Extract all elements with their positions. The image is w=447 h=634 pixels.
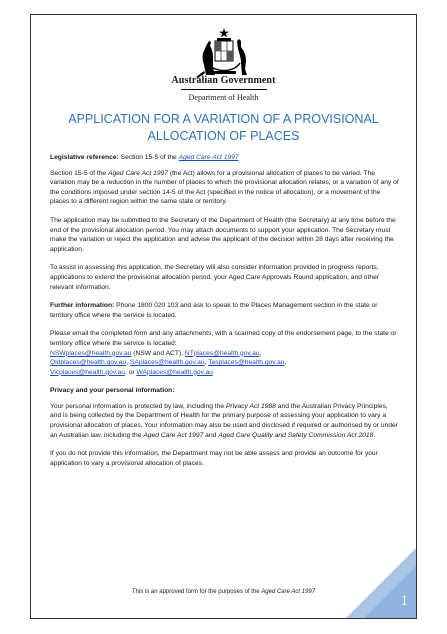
- title-line-2: ALLOCATION OF PLACES: [147, 129, 300, 143]
- para1-rest: (the Act) allows for a provisional allocation of places to be varied. The variation may be a reduction in the number of places to which the provisional allocation relates, or a variation of any of the conditions imposed under section 14-5 of the Act (specified in the notice of allocation), or a movement of the places to a different region within the same state or territory.: [50, 169, 399, 206]
- department-name: Department of Health: [188, 93, 259, 102]
- nsw-email-link[interactable]: NSWplaces@health.gov.au: [50, 349, 132, 357]
- further-label: Further information:: [50, 302, 115, 310]
- privacy-and: and: [205, 431, 217, 439]
- coat-of-arms-logo: [186, 27, 262, 81]
- page-number: 1: [400, 593, 408, 609]
- document-title: [51, 111, 396, 145]
- qld-email-link[interactable]: Qldplaces@health.gov.au: [50, 359, 127, 367]
- email-instructions: Please email the completed form and any attachments, with a scanned copy of the endorsement page, to the state or territory office where the service is located: NSWplaces@health.gov.au (NSW and ACT), NTplaces@health.gov.au, Qldplaces@health.gov.au, SAplaces@health.gov.au, Tasplaces@health.gov.au, Vicplaces@health.gov.au, or WAplaces@health.gov.au: [50, 330, 397, 376]
- para1-start: Section 15-5 of the: [50, 169, 107, 177]
- header-divider: [181, 89, 267, 90]
- privacy-consequence: If you do not provide this information, the Department may not be able assess and provide an outcome for your application to vary a provisional allocation of places.: [50, 450, 378, 467]
- privacy-act1-name: Aged Care Act 1997: [143, 431, 204, 439]
- sa-email-link[interactable]: SAplaces@health.gov.au: [129, 359, 205, 367]
- legislative-text: Section 15-5 of the: [120, 154, 177, 161]
- para1-act: Aged Care Act 1997: [108, 169, 168, 177]
- paragraph-act: [50, 169, 400, 207]
- privacy-act2-name: Aged Care Quality and Safety Commission Act 2018: [218, 431, 374, 439]
- legislative-reference: [50, 153, 400, 163]
- document-body: [50, 153, 400, 477]
- privacy-heading: Privacy and your personal information:: [50, 387, 175, 395]
- further-information: [50, 301, 400, 320]
- footer-act: Aged Care Act 1997: [261, 589, 316, 595]
- further-text: Phone 1800 020 103 and ask to speak to the Places Management section in the state or territory office where the service is located.: [50, 302, 378, 319]
- nt-email-link[interactable]: NTplaces@health.gov.au: [184, 349, 260, 357]
- aged-care-act-link[interactable]: Aged Care Act 1997: [178, 154, 239, 161]
- email-or: or: [128, 368, 135, 376]
- vic-email-link[interactable]: Vicplaces@health.gov.au: [50, 368, 125, 376]
- wa-email-link[interactable]: WAplaces@health.gov.au: [136, 368, 213, 376]
- privacy-text-b: and the Australian Privacy Principles, and is being collected by the Department of Health for the primary purpose of assessing your application to vary a provisional allocation of places. Your information may also be used and disclosed if required or authorised by or under an Australian law, including the: [50, 402, 398, 439]
- privacy-paragraph: Your personal information is protected by law, including the Privacy Act 1988 and the Australian Privacy Principles, and is being collected by the Department of Health for the primary purpose of assessing your application to vary a provisional allocation of places. Your information may also be used and disclosed if required or authorised by or under an Australian law, including the Aged Care Act 1997 and Aged Care Quality and Safety Commission Act 2018.: [50, 402, 398, 439]
- nsw-note: (NSW and ACT),: [133, 349, 184, 357]
- footer-text: This is an approved form for the purposes of the: [131, 589, 260, 595]
- privacy-act-name: Privacy Act 1988: [225, 402, 276, 410]
- email-intro: Please email the completed form and any attachments, with a scanned copy of the endorsement page, to the state or territory office where the service is located:: [50, 330, 397, 347]
- tas-email-link[interactable]: Tasplaces@health.gov.au: [208, 359, 285, 367]
- paragraph-assessment: To assist in assessing this application, the Secretary will also consider information provided in progress reports, applications to extend the provisional allocation period, your Aged Care Approvals Round application, and other relevant information.: [50, 264, 380, 291]
- legislative-label: Legislative reference:: [50, 154, 119, 161]
- privacy-text-a: Your personal information is protected by law, including the: [50, 402, 225, 410]
- document-page: [30, 14, 417, 619]
- title-line-1: APPLICATION FOR A VARIATION OF A PROVISIONAL: [68, 112, 379, 126]
- government-name: Australian Government: [171, 75, 276, 86]
- paragraph-submission: The application may be submitted to the Secretary of the Department of Health (the Secretary) at any time before the end of the provisional allocation period. You may attach documents to support your application. The Secretary must make the variation or reject the application and advise the applicant of the decision within 28 days after receiving the application.: [50, 216, 396, 253]
